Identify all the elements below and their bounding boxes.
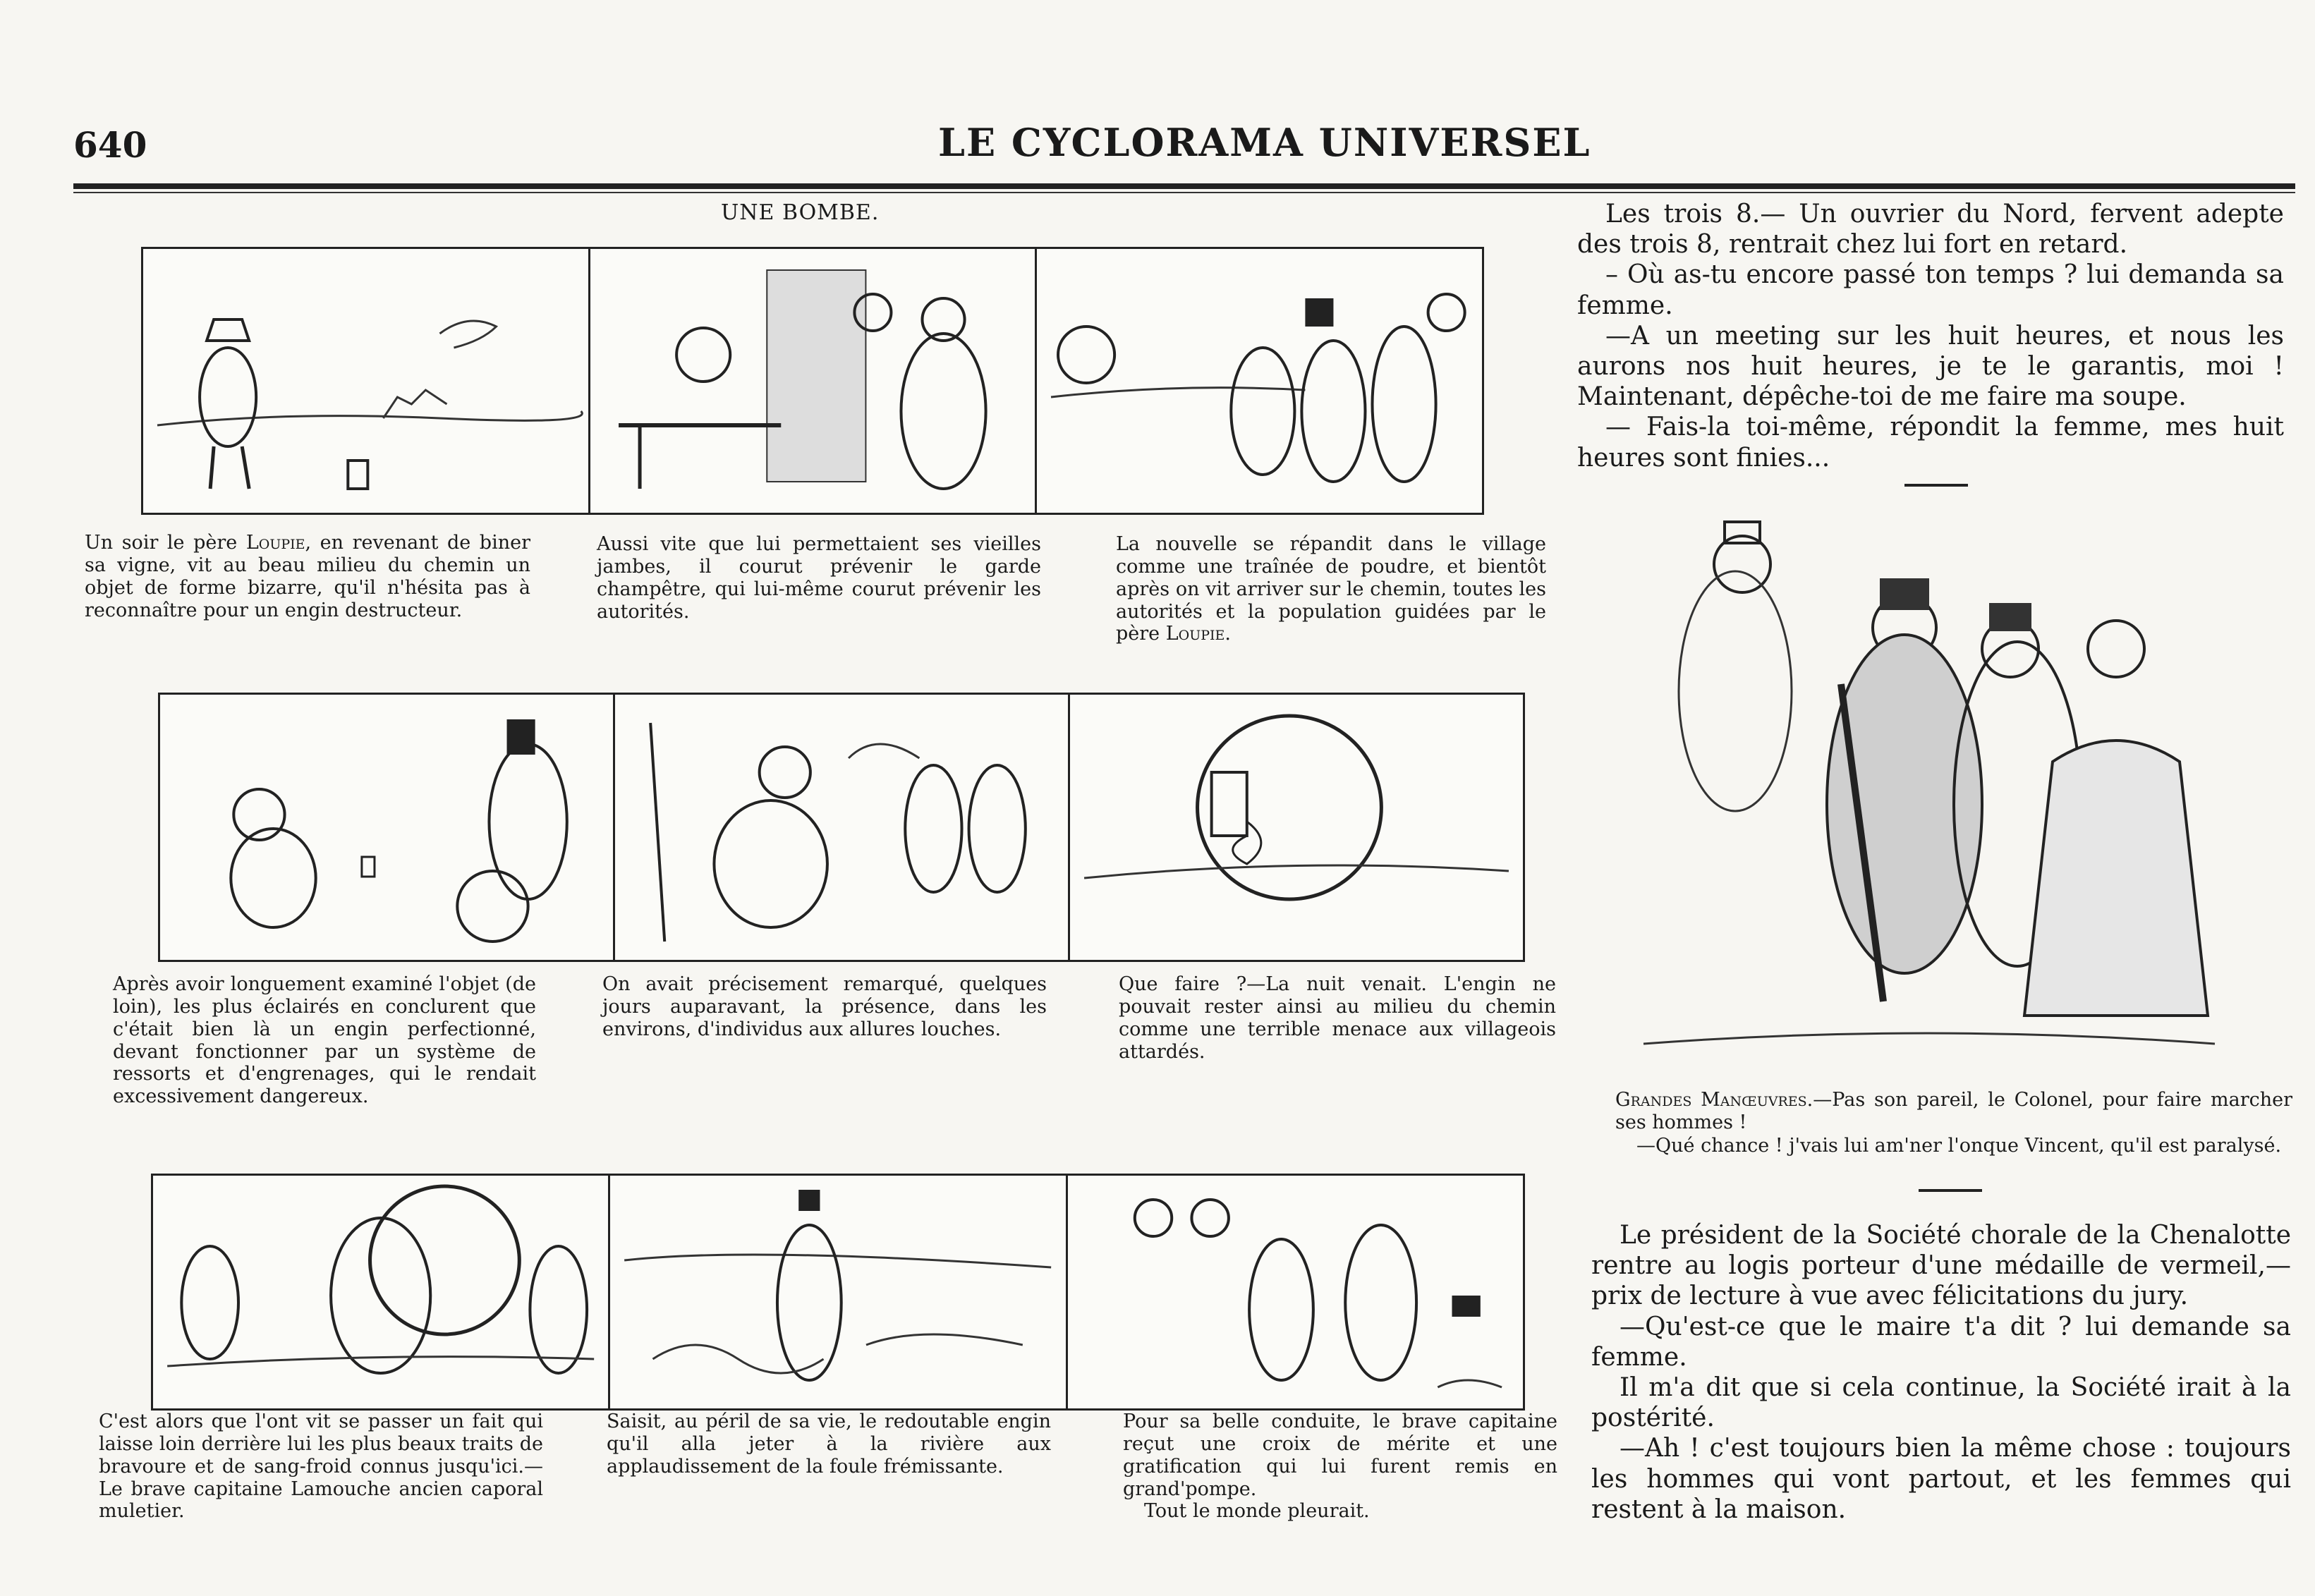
caption-1: Un soir le père Loupie, en revenant de biner sa vigne, vit au beau milieu du chemin un objet de forme bizarre, qu'il n'hésita pas à reconnaître pour un engin destructeur. xyxy=(85,532,530,621)
section-divider xyxy=(1904,484,1968,487)
caption-4: Après avoir longuement examiné l'objet (de loin), les plus éclairés en conclurent que c'était bien là un engin perfectionné, devant fonctionner par un système de ressorts et d'engrenages, qui le rendait excessivement dangereux. xyxy=(113,973,536,1108)
caption-7: C'est alors que l'ont vit se passer un fait qui laisse loin derrière lui les plus beaux traits de bravoure et de sang-froid connus jusqu'ici.—Le brave capitaine Lamouche ancien caporal muletier. xyxy=(99,1411,543,1523)
paragraph: Les trois 8.— Un ouvrier du Nord, fervent adepte des trois 8, rentrait chez lui fort en retard. xyxy=(1577,200,2284,260)
comic-panel-9 xyxy=(1068,1176,1523,1408)
soldiers-illustration xyxy=(1629,508,2229,1086)
comic-panel-4 xyxy=(160,695,615,960)
paragraph: — Fais-la toi-même, répondit la femme, mes huit heures sont finies... xyxy=(1577,413,2284,473)
comic-panel-6 xyxy=(1070,695,1523,960)
section-divider xyxy=(1919,1189,1982,1192)
paragraph: – Où as-tu encore passé ton temps ? lui demanda sa femme. xyxy=(1577,260,2284,320)
paragraph: —A un meeting sur les huit heures, et nous les aurons nos huit heures, je te le garantis, moi ! Maintenant, dépêche-toi de me faire ma soupe. xyxy=(1577,321,2284,412)
comic-strip-row-1 xyxy=(141,247,1484,515)
caption-2: Aussi vite que lui permettaient ses vieilles jambes, il courut prévenir le garde champêtre, qui lui-même courut prévenir les autorités. xyxy=(597,533,1041,623)
header-rule xyxy=(73,183,2295,189)
comic-panel-3 xyxy=(1037,249,1482,513)
caption-6: Que faire ?—La nuit venait. L'engin ne pouvait rester ainsi au milieu du chemin comme une terrible menace aux villageois attardés. xyxy=(1119,973,1556,1063)
paragraph: Il m'a dit que si cela continue, la Société irait à la postérité. xyxy=(1591,1372,2291,1433)
caption-3: La nouvelle se répandit dans le village comme une traînée de poudre, et bientôt après on vit arriver sur le chemin, toutes les autorités et la population guidées par le père Loupie. xyxy=(1116,533,1546,645)
comic-panel-8 xyxy=(610,1176,1067,1408)
comic-strip-row-3 xyxy=(151,1174,1525,1411)
paragraph: —Ah ! c'est toujours bien la même chose : toujours les hommes qui vont partout, et les femmes qui restent à la maison. xyxy=(1591,1434,2291,1524)
strip-title: UNE BOMBE. xyxy=(721,200,880,225)
right-column-bottom xyxy=(1591,1220,2291,1525)
comic-panel-5 xyxy=(615,695,1070,960)
caption-5: On avait précisement remarqué, quelques jours auparavant, la présence, dans les environs, d'individus aux allures louches. xyxy=(602,973,1047,1040)
illustration-caption: Grandes Manœuvres.—Pas son pareil, le Colonel, pour faire marcher ses hommes ! —Qué chance ! j'vais lui am'ner l'onque Vincent, qu'il est paralysé. xyxy=(1615,1089,2293,1157)
comic-panel-1 xyxy=(143,249,590,513)
comic-panel-2 xyxy=(590,249,1038,513)
page-number: 640 xyxy=(73,124,147,166)
paragraph: —Qu'est-ce que le maire t'a dit ? lui demande sa femme. xyxy=(1591,1312,2291,1372)
caption-9: Pour sa belle conduite, le brave capitaine reçut une croix de mérite et une gratification qui lui furent remis en grand'pompe. Tout le monde pleurait. xyxy=(1123,1411,1557,1523)
page-title: LE CYCLORAMA UNIVERSEL xyxy=(938,120,1591,165)
comic-strip-row-2 xyxy=(158,693,1525,962)
comic-panel-7 xyxy=(153,1176,610,1408)
header-rule-thin xyxy=(73,192,2295,193)
paragraph: Le président de la Société chorale de la Chenalotte rentre au logis porteur d'une médaille de vermeil,—prix de lecture à vue avec félicitations du jury. xyxy=(1591,1221,2291,1311)
caption-8: Saisit, au péril de sa vie, le redoutable engin qu'il alla jeter à la rivière aux applaudissement de la foule frémissante. xyxy=(607,1411,1051,1478)
right-column-top xyxy=(1577,199,2284,473)
